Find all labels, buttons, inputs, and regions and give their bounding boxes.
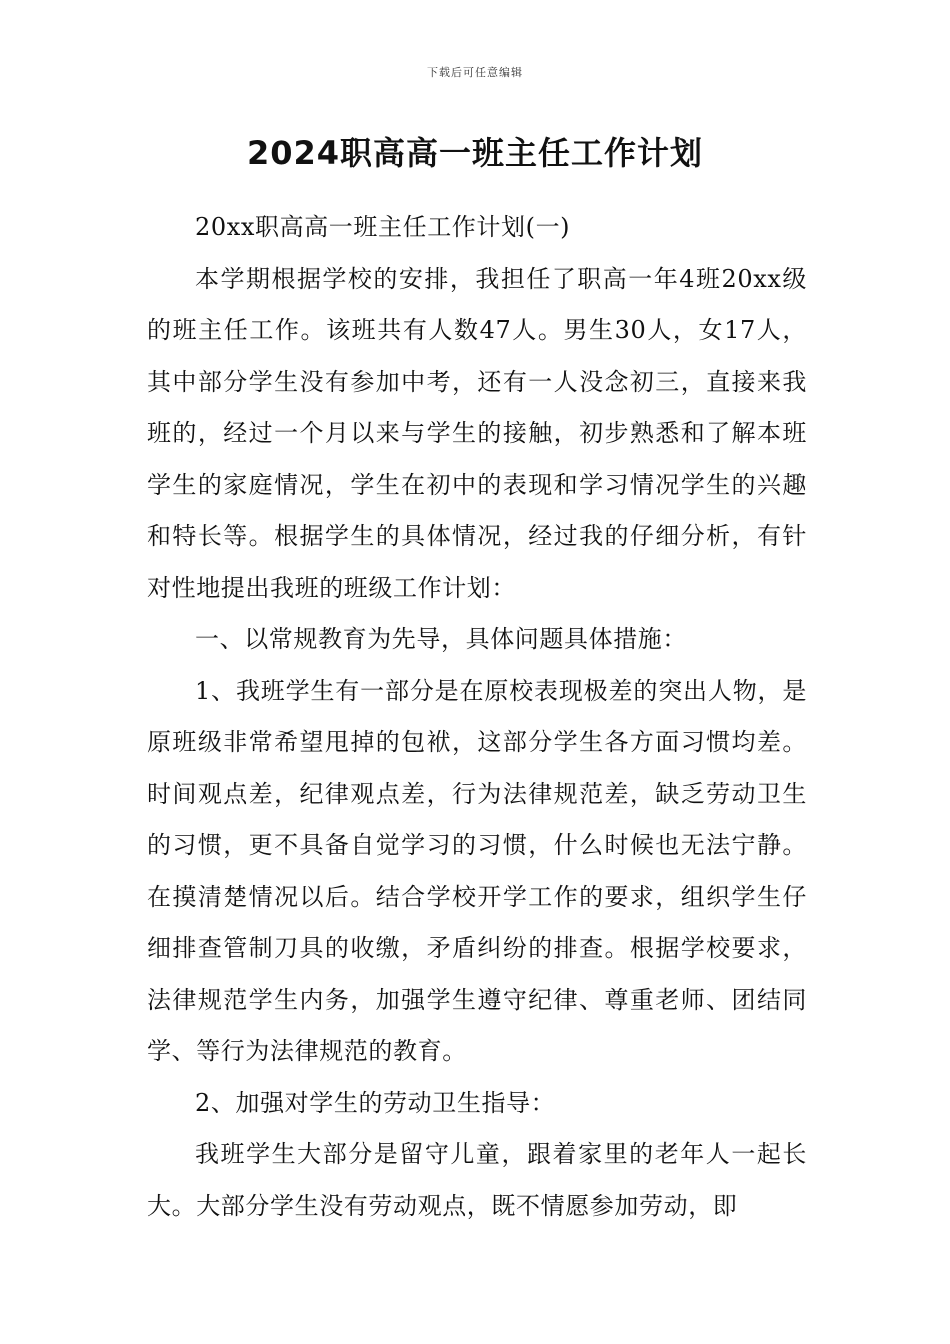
paragraph: 本学期根据学校的安排，我担任了职高一年4班20xx级的班主任工作。该班共有人数47人。男生30人，女17人，其中部分学生没有参加中考，还有一人没念初三，直接来我班的，经过一个月以来与学生的接触，初步熟悉和了解本班学生的家庭情况，学生在初中的表现和学习情况学生的兴趣和特长等。根据学生的具体情况，经过我的仔细分析，有针对性地提出我班的班级工作计划： — [147, 264, 807, 602]
paragraph: 1、我班学生有一部分是在原校表现极差的突出人物，是原班级非常希望甩掉的包袱，这部分学生各方面习惯均差。时间观点差，纪律观点差，行为法律规范差，缺乏劳动卫生的习惯，更不具备自觉学习的习惯，什么时候也无法宁静。在摸清楚情况以后。结合学校开学工作的要求，组织学生仔细排查管制刀具的收缴，矛盾纠纷的排查。根据学校要求，法律规范学生内务，加强学生遵守纪律、尊重老师、团结同学、等行为法律规范的教育。 — [147, 676, 807, 1065]
subheading: 一、以常规教育为先导，具体问题具体措施： — [195, 625, 687, 653]
subheading: 2、加强对学生的劳动卫生指导： — [195, 1088, 556, 1117]
document-body — [147, 202, 807, 1232]
paragraph: 我班学生大部分是留守儿童，跟着家里的老年人一起长大。大部分学生没有劳动观点，既不情愿参加劳动，即 — [147, 1140, 807, 1220]
section-heading: 20xx职高高一班主任工作计划(一) — [195, 213, 571, 241]
document-title: 2024职高高一班主任工作计划 — [246, 134, 704, 172]
header-note: 下载后可任意编辑 — [427, 66, 523, 79]
